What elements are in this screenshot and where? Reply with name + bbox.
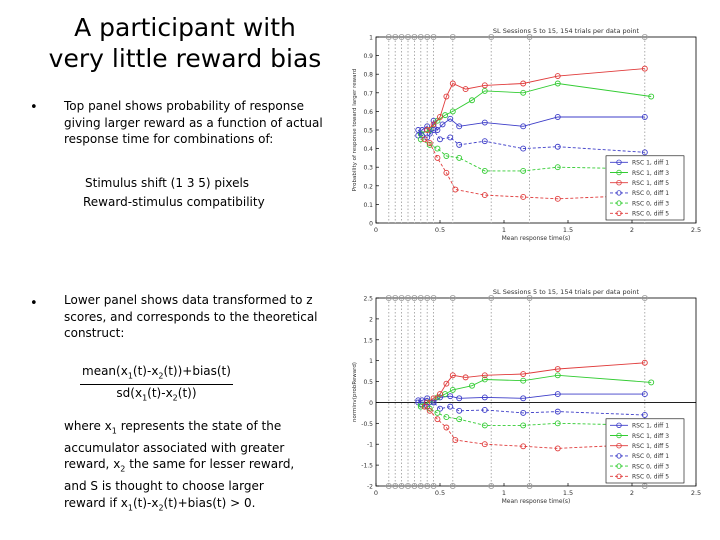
y-axis-label: Probability of response toward larger reward [352,68,358,192]
bullet-dot-2: • [30,296,38,311]
y-tick-label: 0.6 [363,108,373,116]
title-line-1: A participant with [74,13,296,42]
y-tick-label: -0.5 [361,420,373,428]
chart-1 [352,27,701,242]
x-tick-label: 1.5 [562,489,574,497]
y-tick-label: 0.2 [363,183,373,191]
title-line-2: very little reward bias [48,44,322,73]
y-tick-label: -2 [367,483,373,491]
legend-entry: RSC 1, diff 1 [632,422,670,430]
legend-entry: RSC 1, diff 5 [632,180,670,187]
sub-item-stimulus-shift: Stimulus shift (1 3 5) pixels [85,176,250,190]
y-tick-label: 1 [369,358,373,366]
y-tick-label: 0.7 [363,90,373,98]
bullet-1-text: Top panel shows probability of response giving larger reward as a function of actual response time for combinations of: [64,99,323,146]
legend-entry: RSC 0, diff 3 [632,463,670,471]
y-tick-label: 0.9 [363,53,373,61]
y-tick-label: 2 [369,316,373,324]
legend-entry: RSC 0, diff 5 [632,210,670,218]
bullet-2-text: Lower panel shows data transformed to z scores, and corresponds to the theoretical construct: [64,293,318,340]
chart-title: SL Sessions 5 to 15, 154 trials per data point [492,288,640,296]
x-tick-label: 2.5 [690,489,702,497]
legend-entry: RSC 1, diff 5 [632,443,670,450]
y-tick-label: -1.5 [361,462,373,470]
formula-numerator: $mean(x_1(t)-x_2(t))+bias(t)$ [80,363,233,385]
x-tick-label: 2.5 [690,226,702,234]
x-tick-label: 1.5 [562,226,574,234]
sub-item-reward-compat: Reward-stimulus compatibility [83,195,265,209]
legend-entry: RSC 1, diff 3 [632,169,670,177]
x-tick-label: 0 [373,226,379,234]
x-axis-label: Mean response time(s) [501,498,571,505]
x-tick-label: 0.5 [434,489,446,497]
chart-2 [352,288,701,505]
legend-entry: RSC 0, diff 1 [632,190,670,198]
chart-title: SL Sessions 5 to 15, 154 trials per data point [492,27,640,35]
x-tick-label: 2 [629,226,635,234]
x-tick-label: 0 [373,489,379,497]
formula-denominator: $sd(x_1(t)-x_2(t))$ [116,386,197,403]
bullet-dot-1: • [30,100,38,115]
y-axis-label: norminv(probReward) [352,362,358,422]
x-axis-label: Mean response time(s) [501,235,571,242]
legend-entry: RSC 0, diff 5 [632,473,670,481]
y-tick-label: 0.5 [363,379,373,387]
x-tick-label: 0.5 [434,226,446,234]
y-tick-label: -1 [367,441,373,449]
y-tick-label: 1 [369,34,373,42]
x-tick-label: 1 [501,226,507,234]
legend-entry: RSC 1, diff 1 [632,159,670,167]
y-tick-label: 0 [369,220,373,228]
where-explanation: where $x_1$ represents the state of the accumulator associated with greater reward, $x_2$ the same for lesser reward, and S is thought to choose larger reward if $x_1(t)-x_2(t)+bias(t) > 0$. [64,419,295,513]
x-tick-label: 1 [501,489,507,497]
y-tick-label: 1.5 [363,337,373,345]
legend-entry: RSC 0, diff 3 [632,200,670,208]
y-tick-label: 0.5 [363,127,373,135]
y-tick-label: 0 [369,399,373,407]
x-tick-label: 2 [629,489,635,497]
legend-entry: RSC 1, diff 3 [632,432,670,440]
y-tick-label: 0.1 [363,201,373,209]
y-tick-label: 2.5 [363,295,373,303]
y-tick-label: 0.8 [363,71,373,79]
y-tick-label: 0.4 [363,146,373,154]
y-tick-label: 0.3 [363,164,373,172]
legend-entry: RSC 0, diff 1 [632,453,670,461]
